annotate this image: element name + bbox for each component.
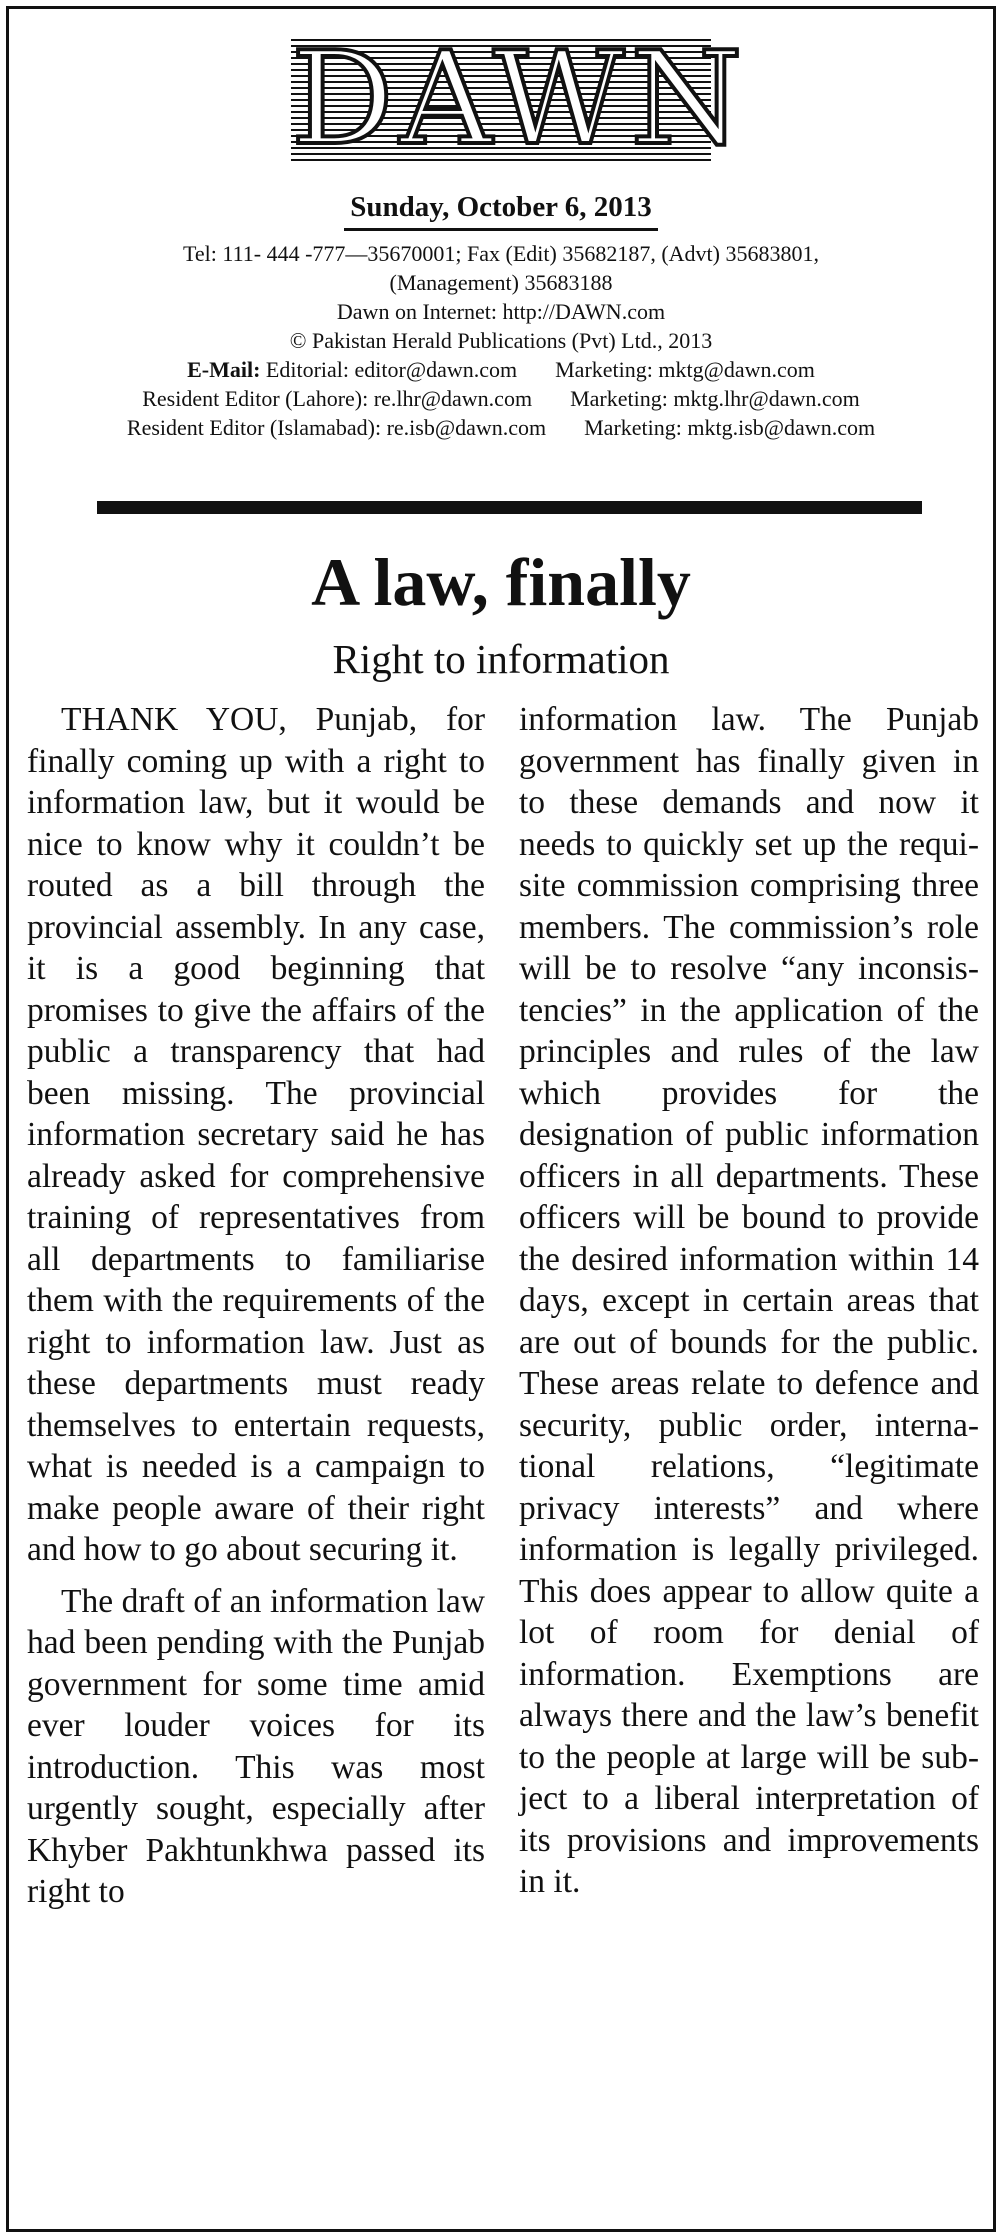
logo-text: DAWN — [291, 25, 749, 174]
internet-line: Dawn on Internet: http://DAWN.com — [336, 299, 666, 324]
email-row — [9, 355, 993, 384]
email-label: E-Mail: — [187, 357, 261, 382]
masthead — [9, 25, 993, 442]
email-editorial — [187, 355, 517, 384]
dawn-logo — [291, 25, 749, 176]
divider-rule — [97, 501, 922, 514]
marketing-lahore: Marketing: mktg.lhr@dawn.com — [570, 386, 860, 411]
paragraph-2: The draft of an information law had been pending with the Punjab government for some time amid ever louder voices for its introduction. This was most urgently sought, especially after Khyber Pakhtunkhwa passed its right to — [27, 1582, 485, 1910]
publication-date: Sunday, October 6, 2013 — [344, 191, 658, 231]
tel-line-1: Tel: 111- 444 -777—35670001; Fax (Edit) 35682187, (Advt) 35683801, — [183, 241, 819, 266]
article-subhead: Right to information — [332, 636, 670, 682]
marketing-islamabad: Marketing: mktg.isb@dawn.com — [584, 415, 876, 440]
tel-line-2: (Management) 35683188 — [389, 270, 613, 295]
contact-block — [9, 239, 993, 442]
newspaper-clipping — [6, 6, 996, 2232]
resident-editor-lahore: Resident Editor (Lahore): re.lhr@dawn.com — [142, 386, 533, 411]
marketing-contact: Marketing: mktg@dawn.com — [555, 357, 815, 382]
islamabad-row — [9, 413, 993, 442]
editorial-contact: Editorial: editor@dawn.com — [265, 357, 518, 382]
resident-editor-islamabad: Resident Editor (Islamabad): re.isb@dawn.com — [126, 415, 547, 440]
lahore-row — [9, 384, 993, 413]
paragraph-1: THANK YOU, Punjab, for finally coming up with a right to information law, but it would be nice to know why it couldn’t be routed as a bill through the provincial assembly. In any case, it is a good beginning that promises to give the affairs of the public a transparency that had been missing. The provincial information secretary said he has already asked for comprehensive training of representatives from all departments to familiarise them with the requirements of the right to information law. Just as these departments must ready themselves to entertain requests, what is needed is a campaign to make people aware of their right and how to go about securing it. — [27, 701, 485, 1568]
article-column-1 — [27, 699, 485, 1913]
article-headline: A law, finally — [311, 544, 691, 620]
copyright-line: © Pakistan Herald Publications (Pvt) Ltd., 2013 — [289, 328, 713, 353]
paragraph-3: information law. The Punjab government has finally given in to these demands and now it needs to quickly set up the requisite commission comprising three members. The commission’s role will be to resolve “any inconsistencies” in the application of the principles and rules of the law which provides for the designation of public information officers in all departments. These officers will be bound to provide the desired information within 14 days, except in certain areas that are out of bounds for the public. These areas relate to defence and security, public order, international relations, “legitimate privacy interests” and where information is legally privileged. This does appear to allow quite a lot of room for denial of information. Exemptions are always there and the law’s benefit to the people at large will be subject to a liberal interpretation of its provisions and improvements in it. — [519, 701, 979, 1900]
article-column-2 — [519, 699, 979, 1903]
